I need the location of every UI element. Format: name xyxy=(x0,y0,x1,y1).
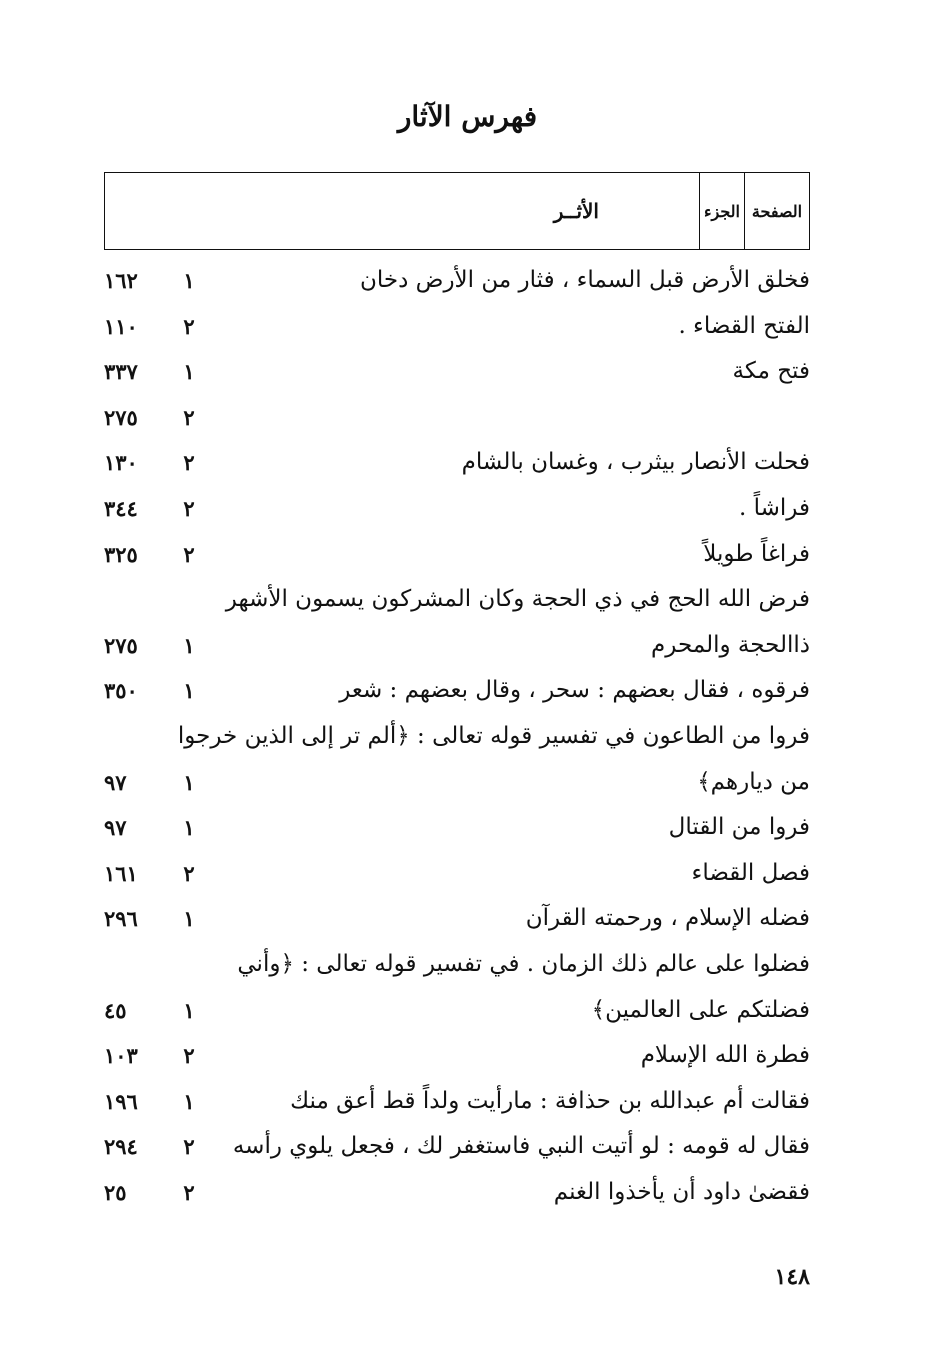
row-athar: فراغاً طويلاً xyxy=(703,540,810,567)
table-row xyxy=(104,1079,810,1125)
row-athar: فقال له قومه : لو أتيت النبي فاستغفر لك ، فجعل يلوي رأسه xyxy=(232,1133,810,1160)
row-athar: فقالت أم عبدالله بن حذافة : مارأيت ولداً قط أعق منك xyxy=(290,1087,810,1114)
table-row xyxy=(104,1033,810,1079)
row-athar: الفتح القضاء . xyxy=(678,312,810,339)
row-athar: فرقوه ، فقال بعضهم : سحر ، وقال بعضهم : شعر xyxy=(339,677,810,704)
table-row xyxy=(104,395,810,441)
row-page: ٢٧٥ xyxy=(104,632,138,658)
row-athar: فصل القضاء xyxy=(691,859,810,886)
table-row xyxy=(104,440,810,486)
table-row xyxy=(104,486,810,532)
row-juz: ٢ xyxy=(183,1134,195,1160)
row-page: ٣٢٥ xyxy=(104,541,138,567)
row-page: ٩٧ xyxy=(104,815,127,841)
row-athar: فراشاً . xyxy=(739,494,810,521)
row-juz: ٢ xyxy=(183,860,195,886)
header-page: الصفحة xyxy=(751,201,803,221)
table-row xyxy=(104,258,810,304)
row-juz: ١ xyxy=(183,678,195,704)
row-juz: ٢ xyxy=(183,313,195,339)
row-juz: ٢ xyxy=(183,495,195,521)
row-juz: ١ xyxy=(183,1088,195,1114)
row-juz: ١ xyxy=(183,815,195,841)
header-juz: الجزء xyxy=(699,173,745,249)
page-number: ١٤٨ xyxy=(774,1264,810,1290)
row-juz: ٢ xyxy=(183,1043,195,1069)
table-row xyxy=(104,942,810,988)
row-page: ٣٤٤ xyxy=(104,495,138,521)
table-row xyxy=(104,896,810,942)
header-athar: الأثــر xyxy=(553,199,599,223)
row-juz: ٢ xyxy=(183,1179,195,1205)
row-page: ٣٥٠ xyxy=(104,678,138,704)
row-page: ٢٩٤ xyxy=(104,1134,138,1160)
table-row xyxy=(104,532,810,578)
row-juz: ١ xyxy=(183,359,195,385)
row-page: ٢٥ xyxy=(104,1179,127,1205)
row-athar: من ديارهم﴾ xyxy=(697,768,810,795)
row-juz: ١ xyxy=(183,769,195,795)
row-page: ١٩٦ xyxy=(104,1088,138,1114)
row-athar: فتح مكة xyxy=(732,358,810,385)
row-page: ٩٧ xyxy=(104,769,127,795)
row-page: ١١٠ xyxy=(104,313,138,339)
row-athar: فقضىٰ داود أن يأخذوا الغنم xyxy=(553,1178,810,1205)
row-athar: فضله الإسلام ، ورحمته القرآن xyxy=(525,905,810,932)
row-athar: ذاالحجة والمحرم xyxy=(651,631,810,658)
table-header xyxy=(104,172,810,250)
table-row xyxy=(104,851,810,897)
row-juz: ١ xyxy=(183,997,195,1023)
table-row xyxy=(104,988,810,1034)
table-row xyxy=(104,760,810,806)
row-juz: ١ xyxy=(183,632,195,658)
row-juz: ١ xyxy=(183,906,195,932)
row-juz: ٢ xyxy=(183,404,195,430)
row-athar: فضلتكم على العالمين﴾ xyxy=(591,996,810,1023)
row-athar: فرض الله الحج في ذي الحجة وكان المشركون يسمون الأشهر xyxy=(225,586,810,613)
row-page: ١٠٣ xyxy=(104,1043,138,1069)
row-page: ٢٧٥ xyxy=(104,404,138,430)
table-row xyxy=(104,1170,810,1216)
table-row xyxy=(104,805,810,851)
row-athar: فحلت الأنصار بيثرب ، وغسان بالشام xyxy=(461,449,810,476)
row-juz: ٢ xyxy=(183,450,195,476)
row-athar: فطرة الله الإسلام xyxy=(640,1042,810,1069)
row-juz: ٢ xyxy=(183,541,195,567)
row-page: ١٦١ xyxy=(104,860,138,886)
table-row xyxy=(104,714,810,760)
row-page: ١٦٢ xyxy=(104,268,138,293)
row-athar: فخلق الأرض قبل السماء ، فثار من الأرض دخان xyxy=(359,267,810,293)
row-juz: ١ xyxy=(183,268,195,293)
table-row xyxy=(104,349,810,395)
row-page: ٤٥ xyxy=(104,997,127,1023)
table-row xyxy=(104,623,810,669)
table-row xyxy=(104,577,810,623)
row-page: ٣٣٧ xyxy=(104,359,138,385)
row-athar: فروا من القتال xyxy=(668,814,810,841)
table-row xyxy=(104,304,810,350)
page-title: فهرس الآثار xyxy=(397,100,538,133)
table-row xyxy=(104,1124,810,1170)
row-page: ١٣٠ xyxy=(104,450,138,476)
index-rows xyxy=(104,258,810,1215)
row-page: ٢٩٦ xyxy=(104,906,138,932)
row-athar: فروا من الطاعون في تفسير قوله تعالى : ﴿ألم تر إلى الذين خرجوا xyxy=(177,722,810,749)
table-row xyxy=(104,668,810,714)
row-athar: فضلوا على عالم ذلك الزمان . في تفسير قوله تعالى : ﴿وأني xyxy=(237,950,810,977)
